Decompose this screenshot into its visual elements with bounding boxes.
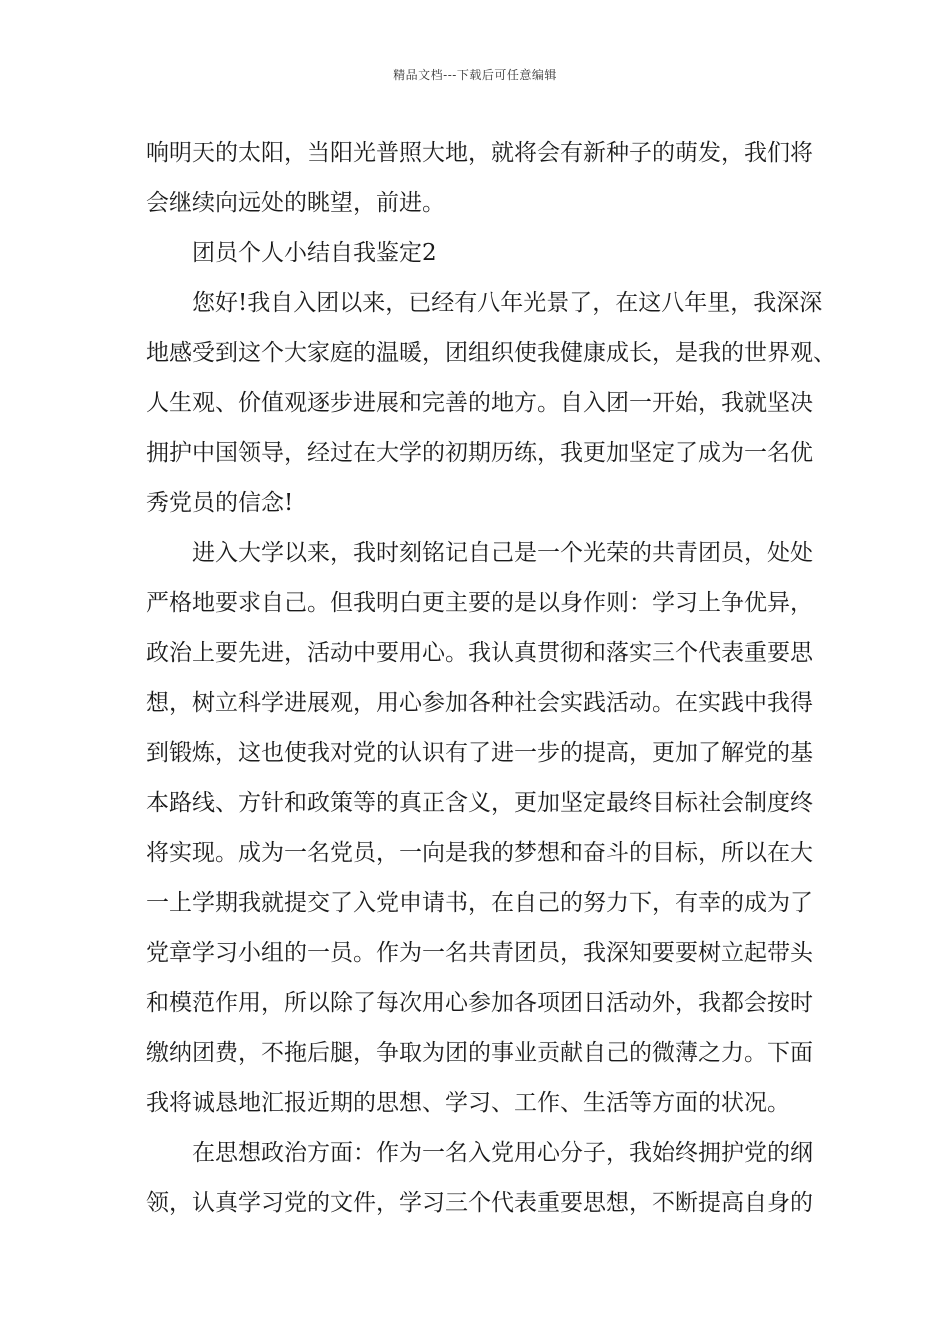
text-line: 在思想政治方面：作为一名入党用心分子，我始终拥护党的纲 (192, 1140, 813, 1166)
text-line: 本路线、方针和政策等的真正含义，更加坚定最终目标社会制度终 (146, 790, 813, 816)
text-line: 我将诚恳地汇报近期的思想、学习、工作、生活等方面的状况。 (146, 1090, 790, 1116)
text-line: 拥护中国领导，经过在大学的初期历练，我更加坚定了成为一名优 (146, 440, 813, 466)
text-line: 地感受到这个大家庭的温暖，团组织使我健康成长，是我的世界观、 (146, 340, 836, 366)
text-line: 和模范作用，所以除了每次用心参加各项团日活动外，我都会按时 (146, 990, 813, 1016)
text-line: 将实现。成为一名党员，一向是我的梦想和奋斗的目标，所以在大 (146, 840, 813, 866)
text-line: 想，树立科学进展观，用心参加各种社会实践活动。在实践中我得 (146, 690, 813, 716)
text-line: 秀党员的信念! (146, 490, 294, 516)
page-header: 精品文档---下载后可任意编辑 (393, 68, 557, 82)
text-line: 领，认真学习党的文件，学习三个代表重要思想，不断提高自身的 (146, 1190, 813, 1216)
text-line: 政治上要先进，活动中要用心。我认真贯彻和落实三个代表重要思 (146, 640, 813, 666)
text-line: 会继续向远处的眺望，前进。 (146, 190, 445, 216)
text-line: 响明天的太阳，当阳光普照大地，就将会有新种子的萌发，我们将 (146, 140, 813, 166)
text-line: 一上学期我就提交了入党申请书，在自己的努力下，有幸的成为了 (146, 890, 813, 916)
text-line: 缴纳团费，不拖后腿，争取为团的事业贡献自己的微薄之力。下面 (146, 1040, 813, 1066)
document-body (146, 128, 836, 1228)
text-line: 严格地要求自己。但我明白更主要的是以身作则：学习上争优异， (146, 590, 813, 616)
text-line: 您好!我自入团以来，已经有八年光景了，在这八年里，我深深 (192, 290, 823, 316)
text-line: 人生观、价值观逐步进展和完善的地方。自入团一开始，我就坚决 (146, 390, 813, 416)
section-title: 团员个人小结自我鉴定2 (192, 240, 437, 266)
text-line: 党章学习小组的一员。作为一名共青团员，我深知要要树立起带头 (146, 940, 813, 966)
text-line: 进入大学以来，我时刻铭记自己是一个光荣的共青团员，处处 (192, 540, 813, 566)
text-line: 到锻炼，这也使我对党的认识有了进一步的提高，更加了解党的基 (146, 740, 813, 766)
